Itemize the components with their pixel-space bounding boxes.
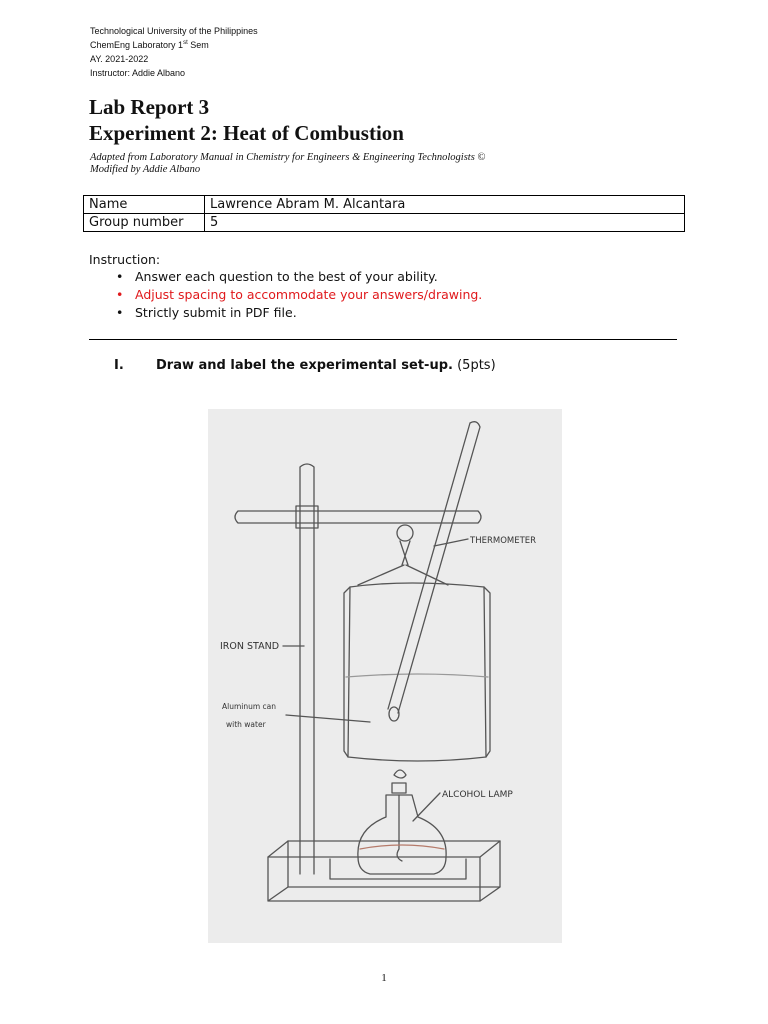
course-name: ChemEng Laboratory 1 <box>90 40 184 50</box>
instructor-name: Instructor: Addie Albano <box>90 68 186 78</box>
page-number: 1 <box>381 972 387 984</box>
question-points: (5pts) <box>452 358 496 373</box>
source-note <box>90 152 485 176</box>
can-label-line1: Aluminum can <box>222 702 277 711</box>
adapted-from-text: Adapted from Laboratory Manual in Chemistry for Engineers & Engineering Technologists © <box>90 152 486 163</box>
thermometer-label: THERMOMETER <box>470 536 537 546</box>
course-ordinal: st <box>183 40 188 46</box>
list-item <box>116 268 482 286</box>
setup-drawing-photo <box>208 409 562 943</box>
course-line <box>90 38 258 52</box>
group-number-value: 5 <box>205 214 685 232</box>
academic-year: AY. 2021-2022 <box>90 54 149 64</box>
bullet-icon: • <box>116 305 124 320</box>
course-semester: Sem <box>187 40 209 50</box>
question-heading <box>114 358 496 373</box>
name-value: Lawrence Abram M. Alcantara <box>205 196 685 214</box>
bullet-icon: • <box>116 287 124 302</box>
experiment-title: Experiment 2: Heat of Combustion <box>89 121 404 145</box>
instruction-text: Strictly submit in PDF file. <box>135 305 297 320</box>
student-info-table <box>83 195 685 232</box>
group-number-label: Group number <box>84 214 205 232</box>
name-label: Name <box>84 196 205 214</box>
setup-drawing <box>208 409 562 943</box>
list-item <box>116 286 482 304</box>
iron-stand-label: IRON STAND <box>220 641 280 652</box>
can-label-line2: with water <box>226 720 266 729</box>
instruction-text: Answer each question to the best of your ability. <box>135 269 438 284</box>
report-title: Lab Report 3 <box>89 95 210 119</box>
alcohol-lamp-label: ALCOHOL LAMP <box>442 790 513 800</box>
instruction-heading: Instruction: <box>89 252 161 267</box>
table-row <box>84 196 685 214</box>
document-header <box>90 24 258 80</box>
bullet-icon: • <box>116 269 124 284</box>
table-row <box>84 214 685 232</box>
instruction-text: Adjust spacing to accommodate your answers/drawing. <box>135 287 483 302</box>
section-divider <box>89 339 677 340</box>
instruction-list <box>116 268 482 322</box>
modified-by-text: Modified by Addie Albano <box>90 164 201 175</box>
university-name: Technological University of the Philippines <box>90 26 258 36</box>
list-item <box>116 304 482 322</box>
question-text: Draw and label the experimental set-up. <box>156 358 453 373</box>
question-number: I. <box>114 358 124 373</box>
